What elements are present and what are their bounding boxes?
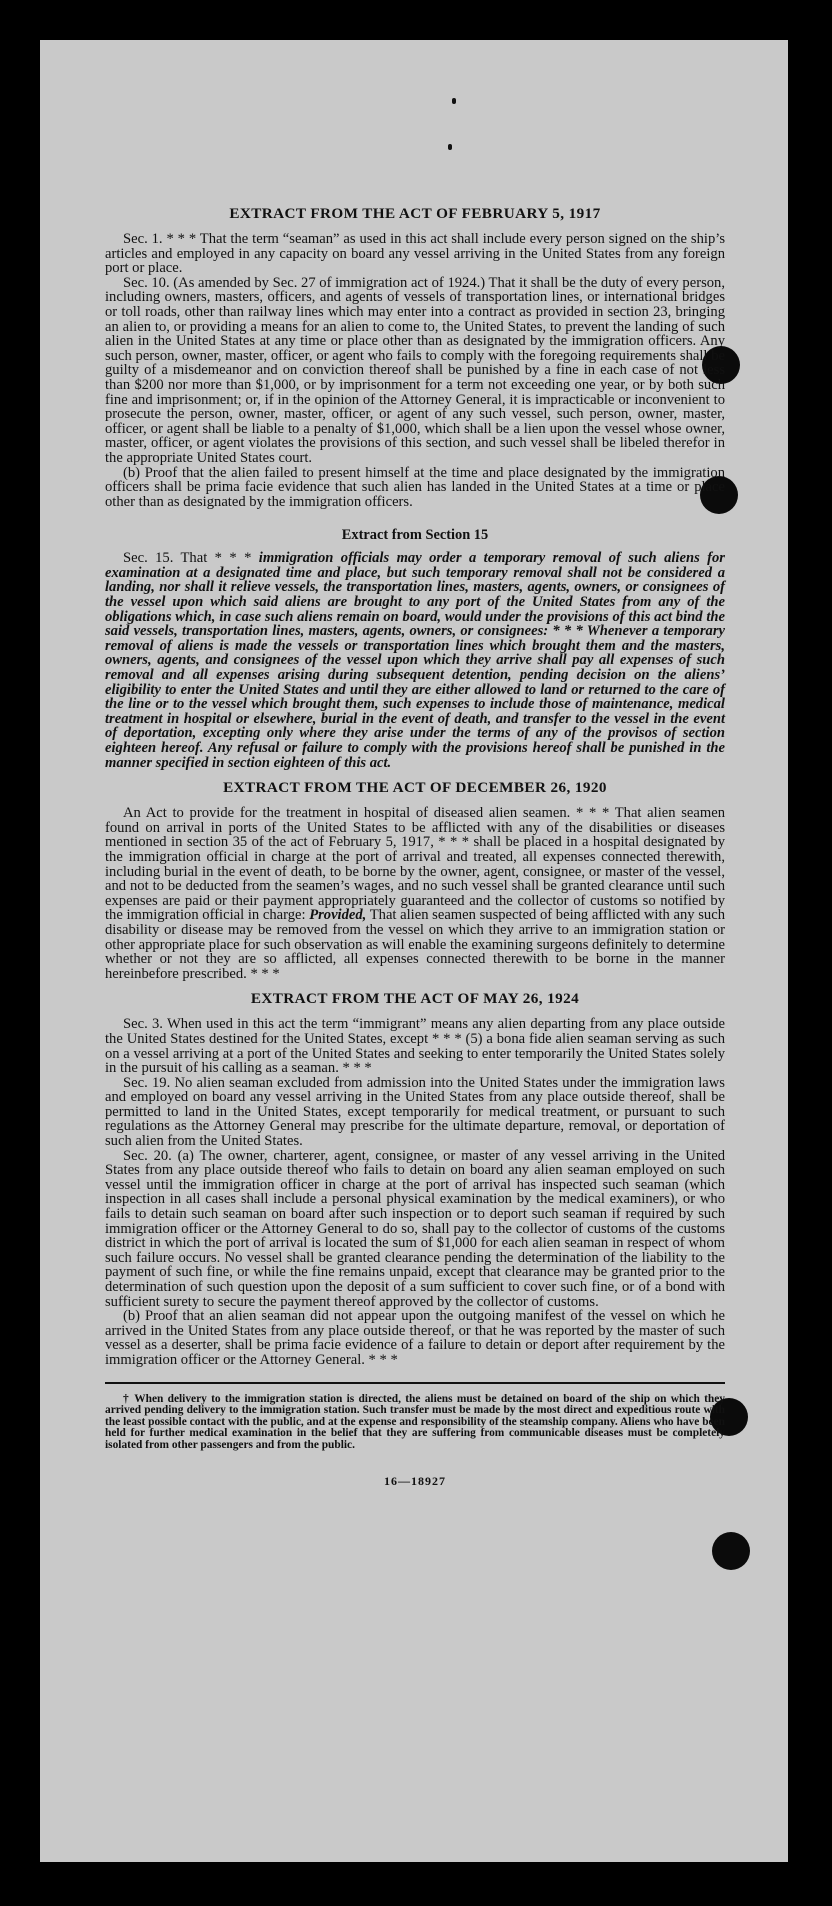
footnote-text: When delivery to the immigration station is directed, the aliens must be detained on board of the ship on which they arrived pending delivery to the immigration station. Such transfer must be made by the most direct and expeditious route with the least possible contact with the public, and at the expense and responsibility of the steamship company. Aliens who have been held for further medical examination in the belief that they are suffering from communicable diseases must be completely isolated from other passengers and from the public.: [105, 1392, 725, 1451]
section-20b-paragraph: (b) Proof that an alien seaman did not appear upon the outgoing manifest of the vessel on which he arrived in the United States from any place outside thereof, or that he was reported by the master of such vessel as a deserter, shall be prima facie evidence of a failure to detain or deport after requirement by the immigration officer or the Attorney General. * * *: [105, 1308, 725, 1368]
punch-hole: [712, 1532, 750, 1570]
ink-speck: [452, 98, 456, 104]
heading-act-1917: EXTRACT FROM THE ACT OF FEBRUARY 5, 1917: [229, 205, 601, 222]
section-20-paragraph: Sec. 20. (a) The owner, charterer, agent, consignee, or master of any vessel arriving in the United States from any place outside thereof who fails to detain on board any alien seaman employed on such vessel until the immigration officer in charge at the port of arrival has inspected such seaman (which inspection in all cases shall include a personal physical examination by the medical examiners), or who fails to detain such seaman on board after such inspection or to deport such seaman if required by such immigration officer or the Attorney General to do so, shall pay to the collector of customs of the customs district in which the port of arrival is located the sum of $1,000 for each alien seaman in respect of whom such failure occurs. No vessel shall be granted clearance pending the determination of the liability to the payment of such fine, or while the fine remains unpaid, except that clearance may be granted prior to the determination of such question upon the deposit of a sum sufficient to cover such fine, or of a bond with sufficient surety to secure the payment thereof approved by the collector of customs.: [105, 1147, 725, 1310]
heading-section-15: Extract from Section 15: [341, 527, 489, 544]
section-10b-paragraph: (b) Proof that the alien failed to present himself at the time and place designated by the immigration officers shall be prima facie evidence that such alien has landed in the United States at a time or place other than as designated by the immigration officers.: [105, 464, 725, 510]
section-15-paragraph: [105, 551, 725, 770]
section-3-paragraph: Sec. 3. When used in this act the term “immigrant” means any alien departing from any place outside the United States destined for the United States, except * * * (5) a bona fide alien seaman serving as such on a vessel arriving at a port of the United States and seeking to enter temporarily the United States solely in the pursuit of his calling as a seaman. * * *: [105, 1016, 725, 1077]
document-page: [40, 40, 788, 1862]
dagger-mark: †: [123, 1392, 131, 1405]
section-19-paragraph: Sec. 19. No alien seaman excluded from admission into the United States under the immigration laws and employed on board any vessel arriving in the United States from any place outside thereof, shall be permitted to land in the United States, except temporarily for medical treatment, or pursuant to such regulations as the Attorney General may prescribe for the ultimate departure, removal, or deportation of such alien from the United States.: [105, 1074, 725, 1150]
heading-act-1920: EXTRACT FROM THE ACT OF DECEMBER 26, 1920: [223, 779, 607, 797]
page-number: 16—18927: [384, 1473, 446, 1488]
act-1920-provided: Provided,: [309, 907, 367, 924]
ink-speck: [448, 144, 452, 150]
section-10-paragraph: Sec. 10. (As amended by Sec. 27 of immigration act of 1924.) That it shall be the duty of every person, including owners, masters, officers, and agents of vessels of transportation lines, or international bridges or toll roads, other than railway lines which may enter into a contract as provided in section 23, bringing an alien to, or providing a means for an alien to come to, the United States, to prevent the landing of such alien in the United States at any time or place other than as designated by the immigration officers. Any such person, owner, master, officer, or agent who fails to comply with the foregoing requirements shall be guilty of a misdemeanor and on conviction thereof shall be punished by a fine in each case of not less than $200 nor more than $1,000, or by imprisonment for a term not exceeding one year, or by both such fine and imprisonment; or, if in the opinion of the Attorney General, it is impracticable or inconvenient to prosecute the person, owner, master, officer, or agent of any such vessel, such person, owner, master, officer, or agent shall be liable to a penalty of $1,000, which shall be a lien upon the vessel whose owner, master, officer, or agent violates the provisions of this section, and such vessel shall be libeled therefor in the appropriate United States court.: [105, 274, 725, 466]
footnote-divider: [105, 1382, 725, 1384]
section-15-lead: Sec. 15. That * * *: [123, 550, 259, 567]
heading-act-1924: EXTRACT FROM THE ACT OF MAY 26, 1924: [250, 990, 580, 1008]
section-1-paragraph: Sec. 1. * * * That the term “seaman” as used in this act shall include every person signed on the ship’s articles and employed in any capacity on board any vessel arriving in the United States from any foreign port or place.: [105, 231, 725, 277]
footnote: [105, 1394, 725, 1452]
act-1920-text-before: An Act to provide for the treatment in hospital of diseased alien seamen. * * * That alien seamen found on arrival in ports of the United States to be afflicted with any of the disabilities or diseases mentioned in section 35 of the act of February 5, 1917, * * * shall be placed in a hospital designated by the immigration official in charge at the port of arrival and treated, all expenses connected therewith, including burial in the event of death, to be borne by the owner, agent, consignee, or master of the vessel, and not to be deducted from the seamen’s wages, and no such vessel shall be granted clearance until such expenses are paid or their payment appropriately guaranteed and the collector of customs so notified by the immigration official in charge:: [105, 805, 725, 924]
section-15-italic-text: immigration officials may order a temporary removal of such aliens for examination at a designated time and place, but such temporary removal shall not be considered a landing, nor shall it relieve vessels, the transportation lines, masters, agents, owners, or consignees of the vessel upon which said aliens are brought to any port of the United States from any of the obligations which, in case such aliens remain on board, would under the provisions of this act bind the said vessels, transportation lines, masters, agents, owners, or consignees: * * * Whenever a temporary removal of aliens is made the vessels or transportation lines which brought them and the masters, owners, agents, and consignees of the vessel upon which they arrive shall pay all expenses of such removal and all expenses arising during subsequent detention, pending decision on the aliens’ eligibility to enter the United States and until they are either allowed to land or returned to the care of the line or to the vessel which brought them, such expenses to include those of maintenance, medical treatment in hospital or elsewhere, burial in the event of death, and transfer to the vessel in the event of deportation, excepting only where they arise under the terms of any of the provisos of section eighteen hereof. Any refusal or failure to comply with the provisions hereof shall be punished in the manner specified in section eighteen of this act.: [105, 550, 725, 771]
document-body: [105, 206, 725, 1488]
act-1920-paragraph: [105, 806, 725, 981]
act-1920-text-after: That alien seamen suspected of being afflicted with any such disability or disease may be removed from the vessel on which they arrive to an immigration station or other appropriate place for such observation as will enable the examining surgeons definitely to determine whether or not they are so afflicted, all expenses connected therewith to be borne in the manner hereinbefore prescribed. * * *: [105, 907, 725, 982]
